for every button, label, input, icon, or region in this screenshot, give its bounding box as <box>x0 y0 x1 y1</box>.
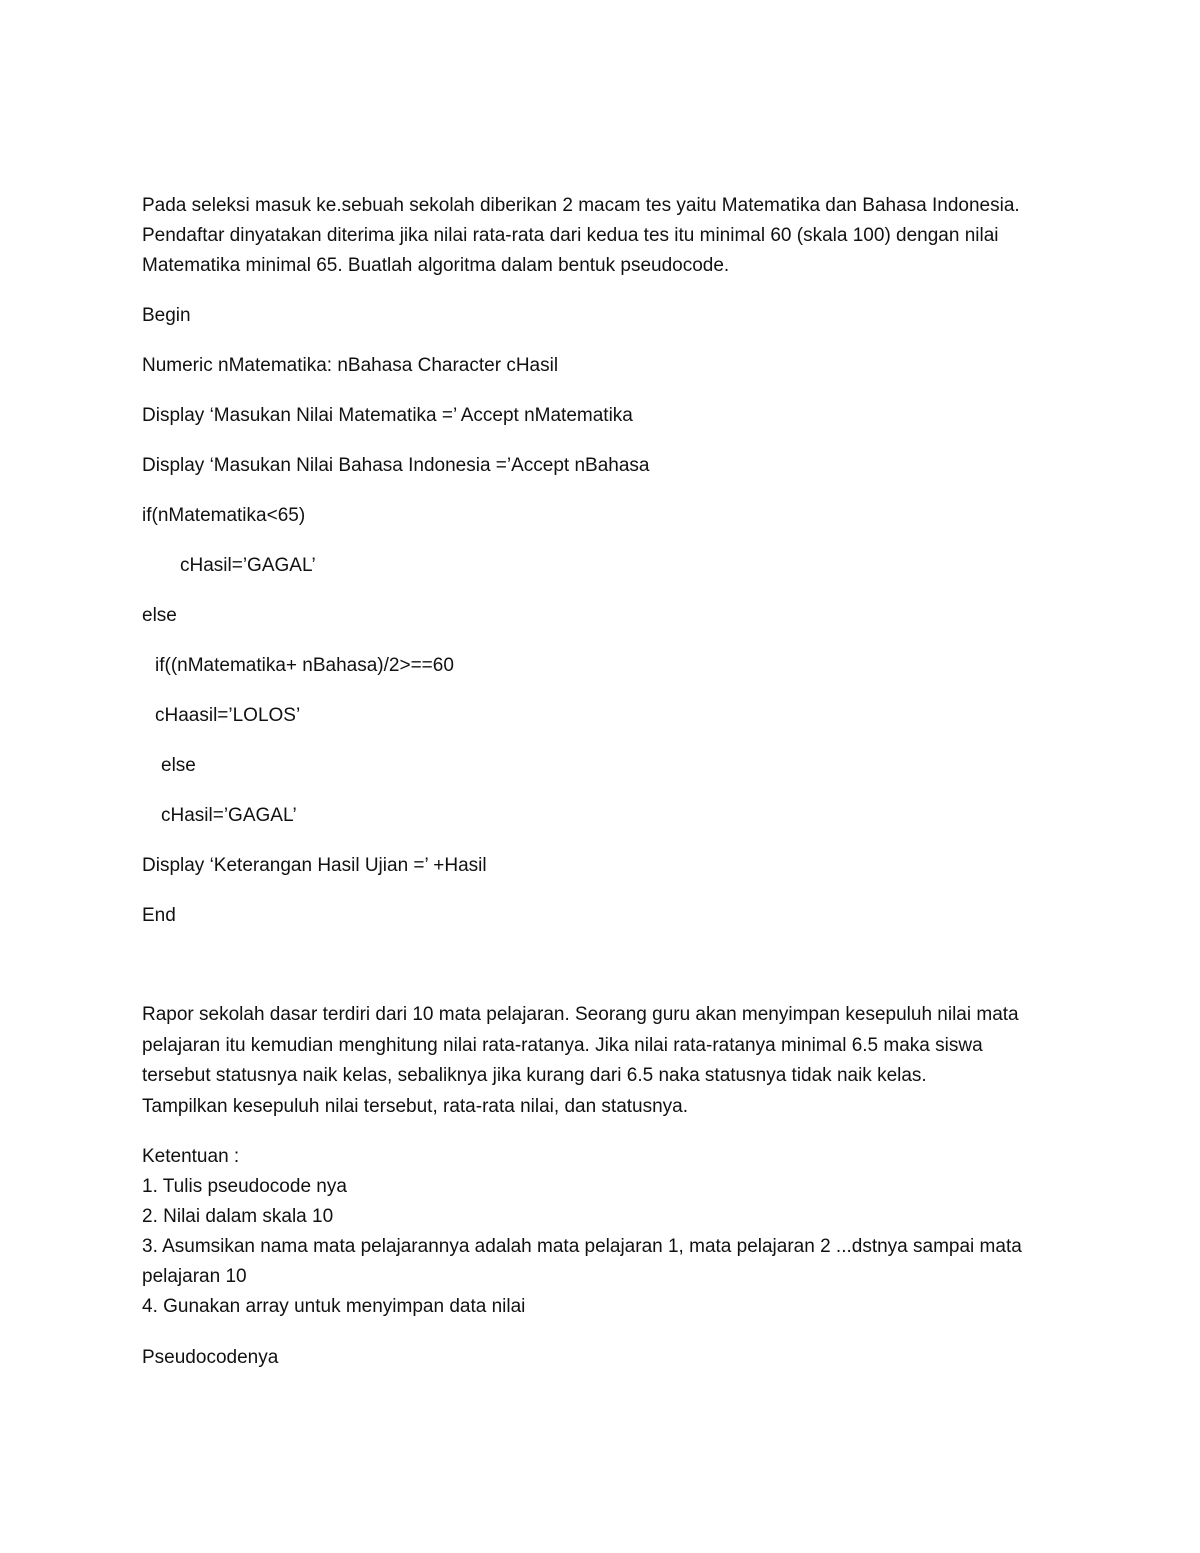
problem2-line-3: tersebut statusnya naik kelas, sebaliknya jika kurang dari 6.5 naka statusnya tidak naik kelas. <box>142 1065 927 1086</box>
ketentuan-item-3-continued: pelajaran 10 <box>142 1266 247 1287</box>
problem1-line-2: Pendaftar dinyatakan diterima jika nilai rata-rata dari kedua tes itu minimal 60 (skala 100) dengan nilai <box>142 225 999 246</box>
code-line-declare: Numeric nMatematika: nBahasa Character cHasil <box>142 355 559 376</box>
ketentuan-item-4: 4. Gunakan array untuk menyimpan data nilai <box>142 1296 526 1317</box>
pseudocode-label: Pseudocodenya <box>142 1347 279 1368</box>
problem2-line-1: Rapor sekolah dasar terdiri dari 10 mata pelajaran. Seorang guru akan menyimpan kesepuluh nilai mata <box>142 1004 1019 1025</box>
code-line-gagal-1: cHasil=’GAGAL’ <box>180 555 316 576</box>
code-line-if-average: if((nMatematika+ nBahasa)/2>==60 <box>155 655 454 676</box>
code-line-gagal-2: cHasil=’GAGAL’ <box>161 805 297 826</box>
problem1-line-3: Matematika minimal 65. Buatlah algoritma dalam bentuk pseudocode. <box>142 255 730 276</box>
code-line-end: End <box>142 905 176 926</box>
problem1-line-1: Pada seleksi masuk ke.sebuah sekolah diberikan 2 macam tes yaitu Matematika dan Bahasa Indonesia. <box>142 195 1020 216</box>
code-line-begin: Begin <box>142 305 191 326</box>
ketentuan-item-1: 1. Tulis pseudocode nya <box>142 1176 347 1197</box>
code-line-if: if(nMatematika<65) <box>142 505 306 526</box>
code-line-else-2: else <box>161 755 196 776</box>
ketentuan-item-3: 3. Asumsikan nama mata pelajarannya adalah mata pelajaran 1, mata pelajaran 2 ...dstnya sampai mata <box>142 1236 1022 1257</box>
code-line-else-1: else <box>142 605 177 626</box>
problem2-line-4: Tampilkan kesepuluh nilai tersebut, rata-rata nilai, dan statusnya. <box>142 1096 689 1117</box>
code-line-input-math: Display ‘Masukan Nilai Matematika =’ Accept nMatematika <box>142 405 633 426</box>
code-line-input-bahasa: Display ‘Masukan Nilai Bahasa Indonesia =’Accept nBahasa <box>142 455 650 476</box>
problem2-line-2: pelajaran itu kemudian menghitung nilai rata-ratanya. Jika nilai rata-ratanya minimal 6.5 maka siswa <box>142 1035 983 1056</box>
code-line-lolos: cHaasil=’LOLOS’ <box>155 705 301 726</box>
code-line-display-result: Display ‘Keterangan Hasil Ujian =’ +Hasil <box>142 855 487 876</box>
ketentuan-heading: Ketentuan : <box>142 1146 240 1167</box>
ketentuan-item-2: 2. Nilai dalam skala 10 <box>142 1206 334 1227</box>
